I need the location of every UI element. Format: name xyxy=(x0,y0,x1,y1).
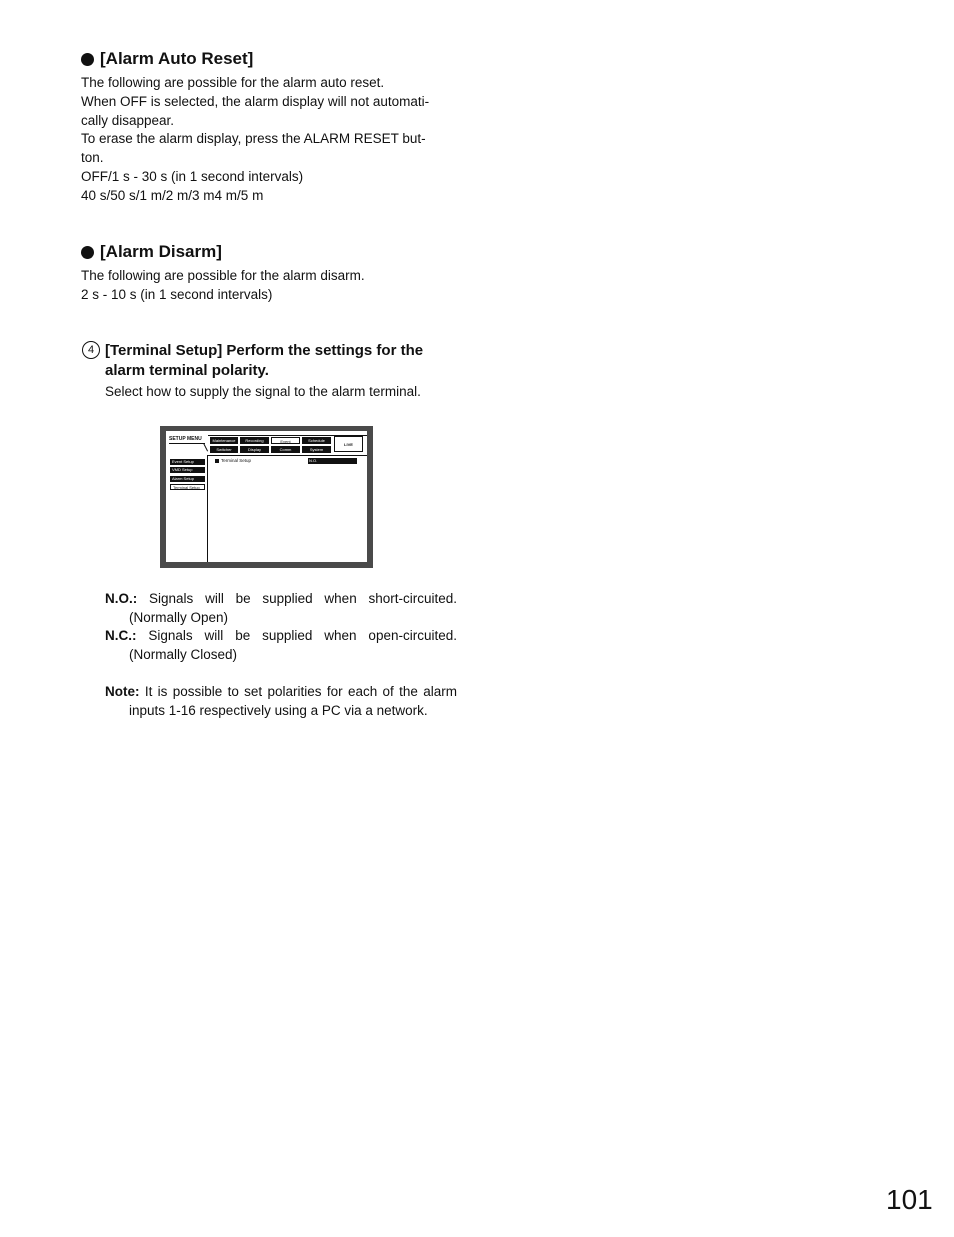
tab-system[interactable]: System xyxy=(302,446,331,453)
alarm-auto-reset-heading: [Alarm Auto Reset] xyxy=(81,49,253,69)
sidebar-divider xyxy=(207,455,208,562)
step4-intro: Select how to supply the signal to the alarm terminal. xyxy=(105,384,421,399)
tab-display[interactable]: Display xyxy=(240,446,269,453)
alarm-auto-reset-text: The following are possible for the alarm auto reset. When OFF is selected, the alarm display will not automati- cally disappear. To erase the alarm display, press the ALARM RESET but- ton. OFF/1 s - 30 s (in 1 second intervals) 40 s/50 s/1 m/2 m/3 m4 m/5 m xyxy=(81,75,430,203)
alarm-disarm-heading: [Alarm Disarm] xyxy=(81,242,222,262)
setup-menu-screenshot xyxy=(160,426,373,568)
alarm-disarm-text: The following are possible for the alarm disarm. 2 s - 10 s (in 1 second intervals) xyxy=(81,268,365,302)
menu-title: SETUP MENU xyxy=(169,436,202,442)
bullet-icon xyxy=(81,53,94,66)
step-number-icon: 4 xyxy=(82,341,100,359)
polarity-definitions: N.O.: Signals will be supplied when short-circuited. (Normally Open) N.C.: Signals will be supplied when open-circuited. (Normally Closed) xyxy=(105,591,457,662)
page-number: 101 xyxy=(886,1184,933,1215)
polarity-select[interactable]: N.O. xyxy=(308,458,357,464)
tab-recording[interactable]: Recording xyxy=(240,437,269,444)
tab-maintenance[interactable]: Maintenance xyxy=(210,437,238,444)
tab-comm[interactable]: Comm xyxy=(271,446,300,453)
screen-display xyxy=(166,431,367,562)
bullet-icon xyxy=(81,246,94,259)
tab-event[interactable]: Event xyxy=(271,437,300,444)
content-top-line xyxy=(208,455,367,456)
definition-nc: N.C.: Signals will be supplied when open-circuited. xyxy=(105,628,457,644)
step4-title: [Terminal Setup] Perform the settings for the alarm terminal polarity. xyxy=(105,342,424,379)
note: Note: It is possible to set polarities for each of the alarm inputs 1-16 respectively using a PC via a network. xyxy=(105,684,457,718)
definition-no: N.O.: Signals will be supplied when short-circuited. xyxy=(105,591,457,606)
sidebar-item-alarm-setup[interactable]: Alarm Setup xyxy=(170,476,205,482)
tab-switcher[interactable]: Switcher xyxy=(210,446,238,453)
menu-tab-edge xyxy=(203,443,208,451)
sidebar-item-terminal-setup[interactable]: Terminal Setup xyxy=(170,484,205,490)
square-bullet-icon xyxy=(215,459,219,463)
terminal-setup-label: Terminal Setup xyxy=(221,458,252,463)
sidebar-item-event-setup[interactable]: Event Setup xyxy=(170,459,205,465)
live-button[interactable]: LIVE xyxy=(334,436,363,452)
menu-title-underline xyxy=(169,443,205,444)
tab-schedule[interactable]: Schedule xyxy=(302,437,331,444)
sidebar-item-vmd-setup[interactable]: VMD Setup xyxy=(170,467,205,473)
